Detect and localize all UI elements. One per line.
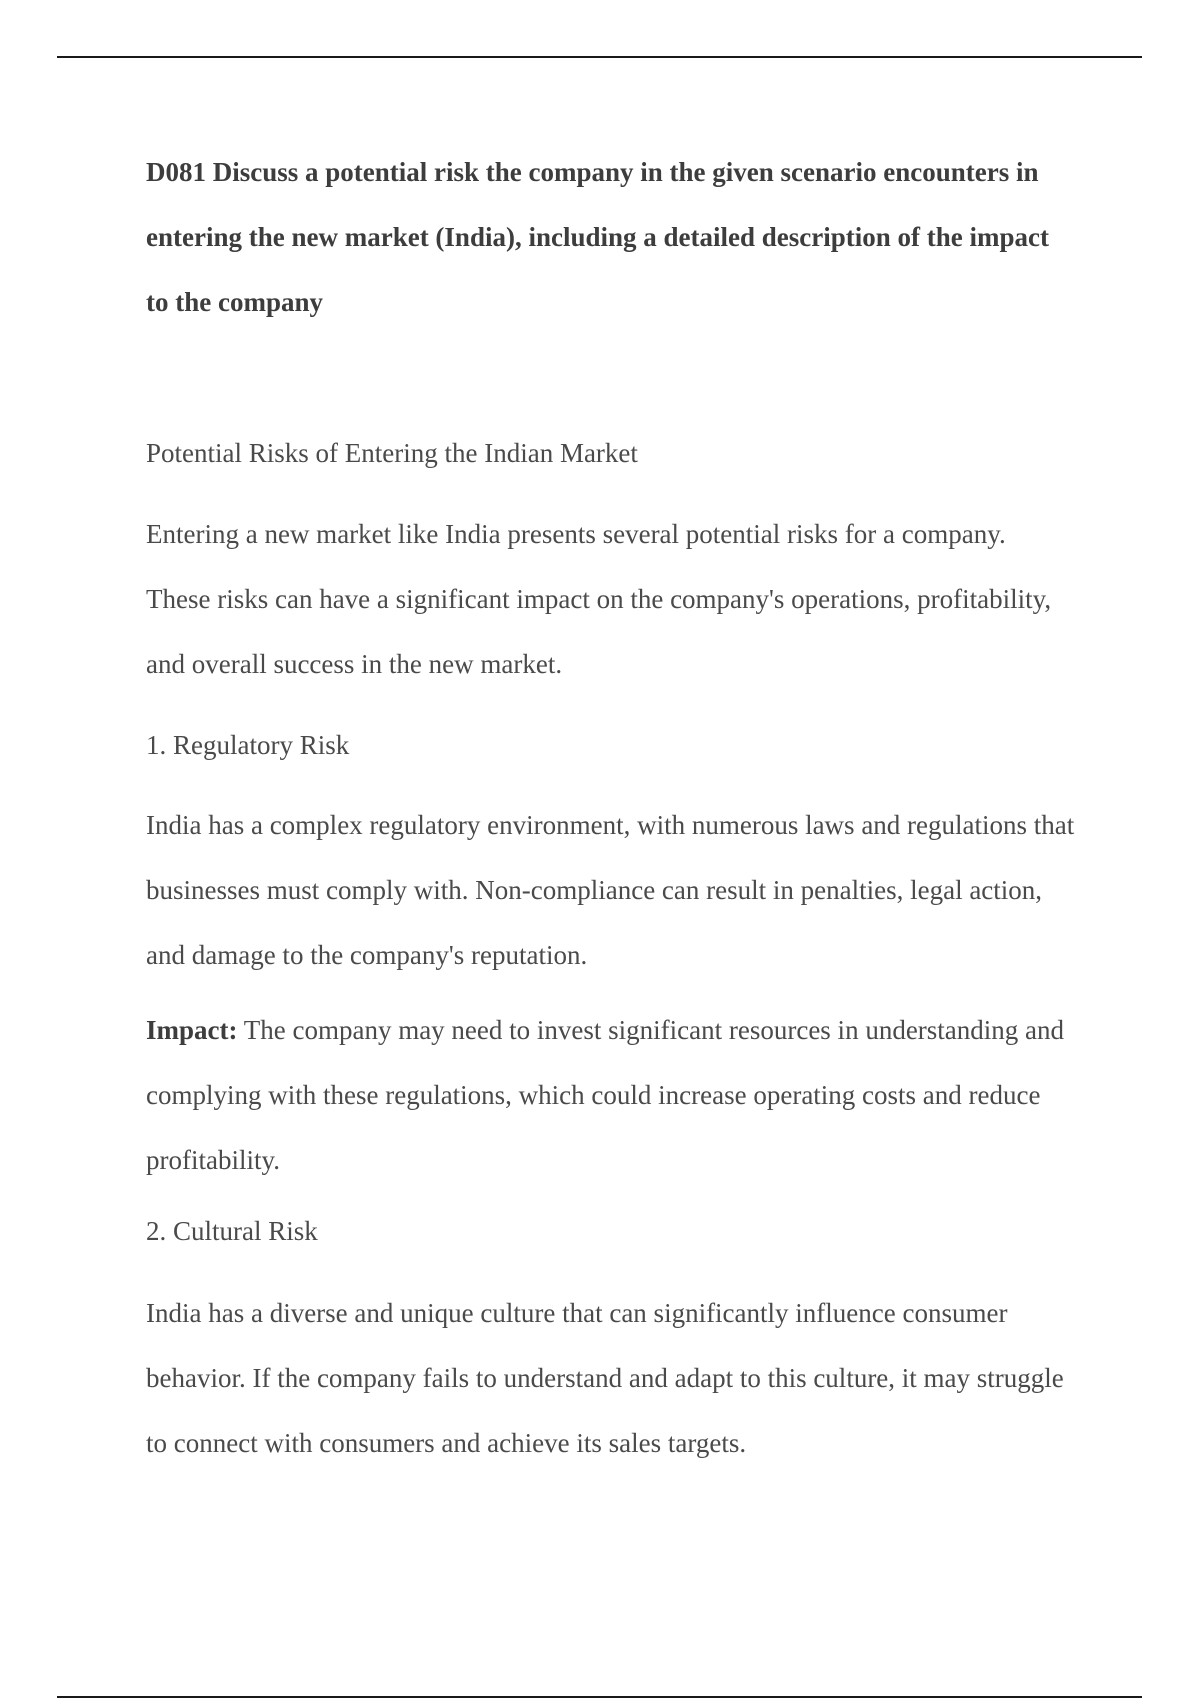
risk-heading-cultural: 2. Cultural Risk xyxy=(146,1216,318,1246)
top-rule xyxy=(57,56,1142,58)
impact-label: Impact: xyxy=(146,1015,238,1045)
risk-impact-regulatory xyxy=(146,998,1076,1193)
risk-description-regulatory: India has a complex regulatory environment, with numerous laws and regulations that businesses must comply with. Non-compliance can result in penalties, legal action, and damage to the company's reputation. xyxy=(146,810,1075,970)
risk-description-cultural: India has a diverse and unique culture that can significantly influence consumer behavior. If the company fails to understand and adapt to this culture, it may struggle to connect with consumers and achieve its sales targets. xyxy=(146,1298,1064,1458)
question-title: D081 Discuss a potential risk the company in the given scenario encounters in entering the new market (India), including a detailed description of the impact to the company xyxy=(146,157,1049,317)
intro-paragraph: Entering a new market like India presents several potential risks for a company. These risks can have a significant impact on the company's operations, profitability, and overall success in the new market. xyxy=(146,519,1052,679)
bottom-rule xyxy=(57,1696,1142,1698)
section-heading: Potential Risks of Entering the Indian Market xyxy=(146,438,638,468)
impact-text: The company may need to invest significant resources in understanding and complying with these regulations, which could increase operating costs and reduce profitability. xyxy=(146,1015,1065,1175)
risk-heading-regulatory: 1. Regulatory Risk xyxy=(146,730,350,760)
